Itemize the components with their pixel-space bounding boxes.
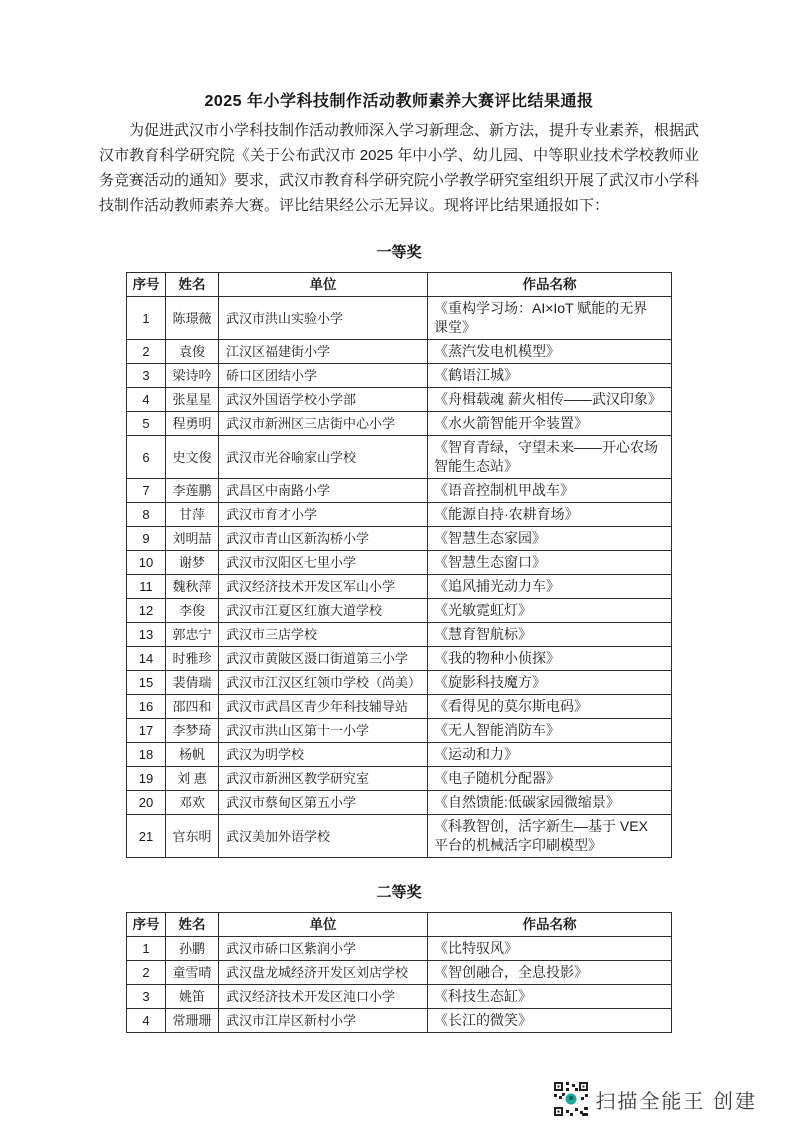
table-header-row bbox=[127, 913, 672, 937]
cell-name: 邵四和 bbox=[166, 695, 219, 719]
cell-unit: 武汉市洪山区第十一小学 bbox=[219, 719, 428, 743]
cell-work: 《我的物种小侦探》 bbox=[428, 647, 672, 671]
first-prize-rows bbox=[127, 297, 672, 858]
cell-name: 孙鹏 bbox=[166, 937, 219, 961]
cell-name: 梁诗吟 bbox=[166, 364, 219, 388]
cell-work: 《光敏霓虹灯》 bbox=[428, 599, 672, 623]
table-row bbox=[127, 647, 672, 671]
cell-work: 《蒸汽发电机模型》 bbox=[428, 340, 672, 364]
cell-work: 《重构学习场：AI×IoT 赋能的无界课堂》 bbox=[428, 297, 672, 340]
cell-name: 童雪晴 bbox=[166, 961, 219, 985]
cell-work: 《鹤语江城》 bbox=[428, 364, 672, 388]
cell-work: 《舟楫载魂 薪火相传——武汉印象》 bbox=[428, 388, 672, 412]
cell-work: 《科教智创，活字新生—基于 VEX 平台的机械活字印刷模型》 bbox=[428, 815, 672, 858]
table-row bbox=[127, 671, 672, 695]
cell-unit: 武汉经济技术开发区沌口小学 bbox=[219, 985, 428, 1009]
table-row bbox=[127, 412, 672, 436]
cell-unit: 武汉市武昌区青少年科技辅导站 bbox=[219, 695, 428, 719]
cell-index: 7 bbox=[127, 479, 166, 503]
cell-unit: 武汉市育才小学 bbox=[219, 503, 428, 527]
column-header-name: 姓名 bbox=[166, 273, 219, 297]
cell-unit: 武汉市光谷喻家山学校 bbox=[219, 436, 428, 479]
cell-unit: 武汉市江夏区红旗大道学校 bbox=[219, 599, 428, 623]
cell-index: 1 bbox=[127, 297, 166, 340]
cell-unit: 武汉市新洲区教学研究室 bbox=[219, 767, 428, 791]
cell-name: 魏秋萍 bbox=[166, 575, 219, 599]
cell-name: 李梦琦 bbox=[166, 719, 219, 743]
second-prize-rows bbox=[127, 937, 672, 1033]
table-row bbox=[127, 551, 672, 575]
table-row bbox=[127, 985, 672, 1009]
cell-index: 4 bbox=[127, 388, 166, 412]
cell-unit: 武汉为明学校 bbox=[219, 743, 428, 767]
column-header-name: 姓名 bbox=[166, 913, 219, 937]
table-row bbox=[127, 695, 672, 719]
table-row bbox=[127, 388, 672, 412]
cell-name: 时雅珍 bbox=[166, 647, 219, 671]
cell-name: 李俊 bbox=[166, 599, 219, 623]
cell-index: 8 bbox=[127, 503, 166, 527]
column-header-unit: 单位 bbox=[219, 913, 428, 937]
cell-unit: 武汉市江岸区新村小学 bbox=[219, 1009, 428, 1033]
first-prize-heading: 一等奖 bbox=[376, 244, 422, 261]
table-row bbox=[127, 503, 672, 527]
table-row bbox=[127, 479, 672, 503]
table-row bbox=[127, 575, 672, 599]
cell-unit: 武汉盘龙城经济开发区刘店学校 bbox=[219, 961, 428, 985]
cell-name: 郭忠宁 bbox=[166, 623, 219, 647]
cell-unit: 武汉市新洲区三店街中心小学 bbox=[219, 412, 428, 436]
cell-index: 4 bbox=[127, 1009, 166, 1033]
cell-work: 《运动和力》 bbox=[428, 743, 672, 767]
camscanner-watermark-label: 扫描全能王 创建 bbox=[595, 1090, 757, 1113]
table-row bbox=[127, 297, 672, 340]
cell-unit: 武昌区中南路小学 bbox=[219, 479, 428, 503]
document-content bbox=[99, 88, 699, 1033]
column-header-work: 作品名称 bbox=[428, 273, 672, 297]
cell-unit: 武汉市汉阳区七里小学 bbox=[219, 551, 428, 575]
second-prize-table bbox=[126, 912, 672, 1033]
cell-work: 《自然馈能:低碳家园微缩景》 bbox=[428, 791, 672, 815]
table-row bbox=[127, 599, 672, 623]
cell-name: 李莲鹏 bbox=[166, 479, 219, 503]
cell-unit: 武汉市洪山实验小学 bbox=[219, 297, 428, 340]
cell-index: 9 bbox=[127, 527, 166, 551]
table-row bbox=[127, 527, 672, 551]
cell-work: 《科技生态缸》 bbox=[428, 985, 672, 1009]
cell-work: 《无人智能消防车》 bbox=[428, 719, 672, 743]
column-header-work: 作品名称 bbox=[428, 913, 672, 937]
cell-index: 2 bbox=[127, 340, 166, 364]
cell-unit: 武汉市三店学校 bbox=[219, 623, 428, 647]
table-row bbox=[127, 719, 672, 743]
cell-index: 15 bbox=[127, 671, 166, 695]
cell-name: 杨帆 bbox=[166, 743, 219, 767]
cell-index: 3 bbox=[127, 364, 166, 388]
cell-name: 张星星 bbox=[166, 388, 219, 412]
cell-name: 陈璟薇 bbox=[166, 297, 219, 340]
cell-work: 《智创融合，全息投影》 bbox=[428, 961, 672, 985]
cell-work: 《旋影科技魔方》 bbox=[428, 671, 672, 695]
cell-index: 18 bbox=[127, 743, 166, 767]
cell-index: 16 bbox=[127, 695, 166, 719]
cell-index: 3 bbox=[127, 985, 166, 1009]
first-prize-section bbox=[99, 241, 699, 858]
cell-name: 谢梦 bbox=[166, 551, 219, 575]
cell-name: 裴倩瑞 bbox=[166, 671, 219, 695]
table-row bbox=[127, 1009, 672, 1033]
table-row bbox=[127, 743, 672, 767]
cell-unit: 武汉市黄陂区滠口街道第三小学 bbox=[219, 647, 428, 671]
cell-name: 刘明喆 bbox=[166, 527, 219, 551]
cell-work: 《水火箭智能开伞装置》 bbox=[428, 412, 672, 436]
first-prize-table bbox=[126, 272, 672, 858]
cell-unit: 武汉市青山区新沟桥小学 bbox=[219, 527, 428, 551]
table-row bbox=[127, 340, 672, 364]
cell-work: 《慧育智航标》 bbox=[428, 623, 672, 647]
cell-index: 20 bbox=[127, 791, 166, 815]
cell-work: 《智慧生态家园》 bbox=[428, 527, 672, 551]
cell-name: 邓欢 bbox=[166, 791, 219, 815]
table-row bbox=[127, 815, 672, 858]
cell-unit: 武汉外国语学校小学部 bbox=[219, 388, 428, 412]
column-header-unit: 单位 bbox=[219, 273, 428, 297]
second-prize-section bbox=[99, 881, 699, 1033]
cell-work: 《电子随机分配器》 bbox=[428, 767, 672, 791]
column-header-index: 序号 bbox=[127, 273, 166, 297]
table-row bbox=[127, 937, 672, 961]
cell-name: 袁俊 bbox=[166, 340, 219, 364]
cell-unit: 江汉区福建街小学 bbox=[219, 340, 428, 364]
qr-code-icon bbox=[554, 1082, 588, 1116]
cell-unit: 武汉市蔡甸区第五小学 bbox=[219, 791, 428, 815]
cell-work: 《能源自持·农耕育场》 bbox=[428, 503, 672, 527]
cell-index: 10 bbox=[127, 551, 166, 575]
cell-name: 刘 惠 bbox=[166, 767, 219, 791]
cell-index: 14 bbox=[127, 647, 166, 671]
cell-work: 《长江的微笑》 bbox=[428, 1009, 672, 1033]
cell-index: 19 bbox=[127, 767, 166, 791]
cell-index: 5 bbox=[127, 412, 166, 436]
second-prize-heading: 二等奖 bbox=[376, 884, 422, 901]
cell-name: 史文俊 bbox=[166, 436, 219, 479]
cell-index: 21 bbox=[127, 815, 166, 858]
intro-paragraph: 为促进武汉市小学科技制作活动教师深入学习新理念、新方法，提升专业素养，根据武汉市教育科学研究院《关于公布武汉市 2025 年中小学、幼儿园、中等职业技术学校教师业务竞赛活动的通知》要求，武汉市教育科学研究院小学教学研究室组织开展了武汉市小学科技制作活动教师素养大赛。评比结果经公示无异议。现将评比结果通报如下： bbox=[99, 122, 700, 214]
cell-unit: 武汉市江汉区红领巾学校（尚美） bbox=[219, 671, 428, 695]
cell-work: 《智育青绿，守望未来——开心农场智能生态站》 bbox=[428, 436, 672, 479]
table-row bbox=[127, 623, 672, 647]
table-row bbox=[127, 961, 672, 985]
table-header-row bbox=[127, 273, 672, 297]
camscanner-watermark bbox=[554, 1082, 757, 1116]
table-row bbox=[127, 436, 672, 479]
cell-work: 《比特驭风》 bbox=[428, 937, 672, 961]
table-row bbox=[127, 767, 672, 791]
cell-index: 6 bbox=[127, 436, 166, 479]
cell-name: 程勇明 bbox=[166, 412, 219, 436]
table-row bbox=[127, 364, 672, 388]
cell-name: 甘萍 bbox=[166, 503, 219, 527]
cell-work: 《追风捕光动力车》 bbox=[428, 575, 672, 599]
cell-index: 17 bbox=[127, 719, 166, 743]
cell-work: 《语音控制机甲战车》 bbox=[428, 479, 672, 503]
cell-name: 姚笛 bbox=[166, 985, 219, 1009]
document-title: 2025 年小学科技制作活动教师素养大赛评比结果通报 bbox=[204, 93, 594, 110]
cell-index: 1 bbox=[127, 937, 166, 961]
cell-index: 13 bbox=[127, 623, 166, 647]
cell-index: 2 bbox=[127, 961, 166, 985]
cell-unit: 硚口区团结小学 bbox=[219, 364, 428, 388]
cell-work: 《智慧生态窗口》 bbox=[428, 551, 672, 575]
cell-index: 12 bbox=[127, 599, 166, 623]
cell-name: 官东明 bbox=[166, 815, 219, 858]
table-row bbox=[127, 791, 672, 815]
column-header-index: 序号 bbox=[127, 913, 166, 937]
cell-unit: 武汉市硚口区紫润小学 bbox=[219, 937, 428, 961]
cell-index: 11 bbox=[127, 575, 166, 599]
cell-name: 常珊珊 bbox=[166, 1009, 219, 1033]
cell-unit: 武汉经济技术开发区军山小学 bbox=[219, 575, 428, 599]
cell-work: 《看得见的莫尔斯电码》 bbox=[428, 695, 672, 719]
cell-unit: 武汉美加外语学校 bbox=[219, 815, 428, 858]
